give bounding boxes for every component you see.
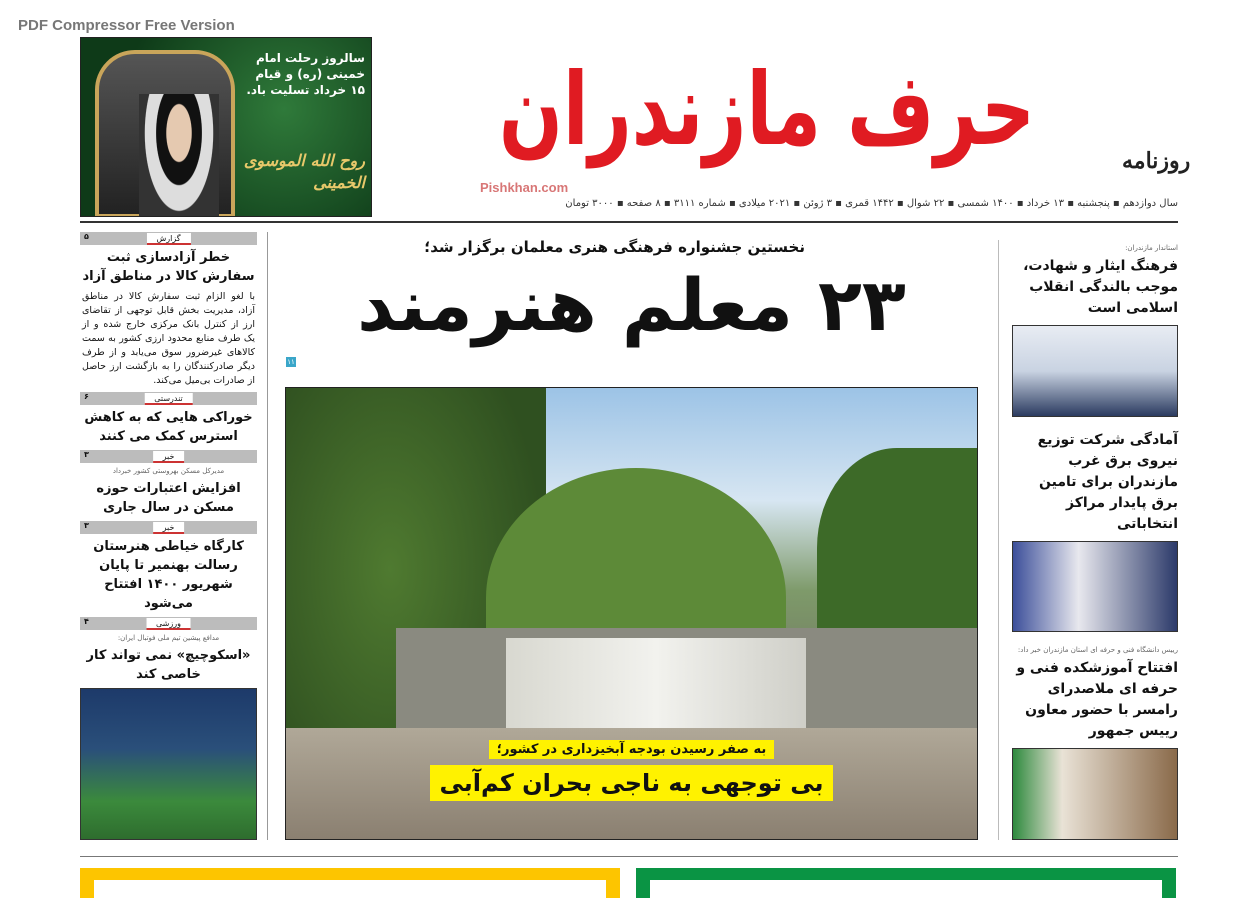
tag-label: ورزشی xyxy=(146,618,191,630)
headline: کارگاه خیاطی هنرستان رسالت بهنمیر تا پایان شهریور ۱۴۰۰ افتتاح می‌شود xyxy=(93,539,244,611)
super-headline: رییس دانشگاه فنی و حرفه ای استان مازندران خبر داد: xyxy=(1017,646,1178,655)
right-story-3[interactable] xyxy=(1012,642,1178,742)
right-column xyxy=(1012,240,1178,840)
tag-label: خبر xyxy=(153,451,185,463)
story-body: با لغو الزام ثبت سفارش کالا در مناطق آزاد، مدیریت بخش قابل توجهی از تقاضای ارز از کنترل بانک مرکزی خارج شده و از یک طرف منابع محدود ارزی کشور به سمت کالاهای غیرضرور سوق می‌یابد و از طرف دیگر صادرکنندگان را به بازگشت ارز حاصل از صادرات بی‌میل می‌کند. xyxy=(82,291,255,386)
main-headline[interactable]: ۲۳ معلم هنرمند xyxy=(357,263,906,347)
headline: خوراکی هایی که به کاهش استرس کمک می کنند xyxy=(84,410,253,444)
page-number: ۵ xyxy=(84,232,89,241)
ad-calligraphy: روح الله الموسوی الخمینی xyxy=(243,151,365,192)
super-headline: مدیرکل مسکن بهروستی کشور خبرداد xyxy=(112,467,225,475)
left-column xyxy=(80,232,257,840)
governor-photo xyxy=(1012,325,1178,417)
headline: آمادگی شرکت توزیع نیروی برق غرب مازندران برای تامین برق پایدار مراکز انتخاباتی xyxy=(1037,431,1178,532)
header-rule xyxy=(80,221,1178,223)
left-story-2[interactable] xyxy=(80,392,257,446)
page-number: ۴ xyxy=(84,617,89,626)
memorial-ad xyxy=(80,37,372,217)
left-story-3[interactable] xyxy=(80,450,257,517)
official-photo xyxy=(1012,541,1178,633)
yellow-ad-box xyxy=(80,868,620,898)
football-photo xyxy=(80,688,257,840)
tag-label: گزارش xyxy=(146,233,190,245)
forest-right xyxy=(817,448,977,648)
headline: خطر آزادسازی ثبت سفارش کالا در مناطق آزاد xyxy=(82,250,255,284)
photo-captions xyxy=(285,740,978,801)
section-tag xyxy=(80,450,257,463)
left-story-4[interactable] xyxy=(80,521,257,613)
page-ref: ۱۱ xyxy=(287,358,295,366)
main-kicker: نخستین جشنواره فرهنگی هنری معلمان برگزار شد؛ xyxy=(424,238,805,256)
section-tag xyxy=(80,232,257,245)
page-number: ۶ xyxy=(84,392,89,401)
super-headline: استاندار مازندران: xyxy=(1125,244,1178,252)
green-ad-inner xyxy=(650,880,1162,910)
yellow-ad-inner xyxy=(94,880,606,910)
portrait-image xyxy=(139,94,219,217)
left-story-1[interactable] xyxy=(80,232,257,388)
right-story-1[interactable] xyxy=(1012,240,1178,319)
page-number: ۳ xyxy=(84,450,89,459)
headline: فرهنگ ایثار و شهادت، موجب بالندگی انقلاب اسلامی است xyxy=(1023,258,1178,316)
column-divider xyxy=(998,240,999,840)
page-number: ۳ xyxy=(84,521,89,530)
headline: افتتاح آموزشکده فنی و حرفه ای ملاصدرای رامسر با حضور معاون رییس جمهور xyxy=(1016,660,1178,740)
headline: افزایش اعتبارات حوزه مسکن در سال جاری xyxy=(96,481,241,515)
photo-kicker: به صفر رسیدن بودجه آبخیزداری در کشور؛ xyxy=(489,740,774,759)
tag-label: خبر xyxy=(153,522,185,534)
site-watermark: Pishkhan.com xyxy=(480,180,569,195)
section-tag xyxy=(80,617,257,630)
pdf-watermark: PDF Compressor Free Version xyxy=(18,17,235,34)
headline: «اسکوچیچ» نمی تواند کار خاصی کند xyxy=(86,648,251,682)
vice-president-photo xyxy=(1012,748,1178,840)
portrait-frame xyxy=(95,50,235,217)
masthead-logo: حرف مازندران xyxy=(498,51,1035,168)
masthead-subtitle: روزنامه xyxy=(1122,148,1191,174)
section-tag xyxy=(80,521,257,534)
photo-headline[interactable]: بی توجهی به ناجی بحران کم‌آبی xyxy=(430,765,834,801)
ad-text: سالروز رحلت امام خمینی (ره) و قیام ۱۵ خرداد تسلیت باد. xyxy=(246,51,365,97)
dateline: سال دوازدهم ▪ پنجشنبه ▪ ۱۳ خرداد ▪ ۱۴۰۰ شمسی ▪ ۲۲ شوال ▪ ۱۴۴۲ قمری ▪ ۳ ژوئن ▪ ۲۰۲۱ میلادی ▪ شماره ۳۱۱۱ ▪ ۸ صفحه ▪ ۳۰۰۰ تومان xyxy=(565,198,1178,209)
column-divider xyxy=(267,232,268,840)
super-headline: مدافع پیشین تیم ملی فوتبال ایران: xyxy=(117,634,220,642)
green-ad-box xyxy=(636,868,1176,898)
tag-label: تندرستی xyxy=(144,393,193,405)
left-story-5[interactable] xyxy=(80,617,257,684)
right-story-2[interactable] xyxy=(1012,427,1178,535)
section-tag xyxy=(80,392,257,405)
footer-rule xyxy=(80,856,1178,857)
